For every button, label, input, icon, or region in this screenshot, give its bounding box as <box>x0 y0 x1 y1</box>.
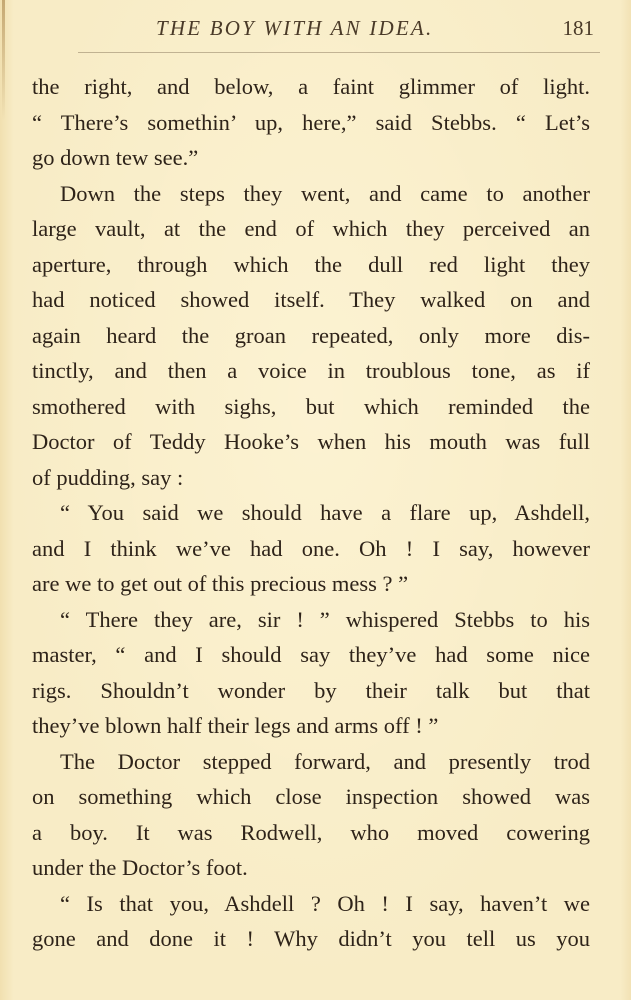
text-line: “ There they are, sir ! ” whispered Stebbs to his <box>60 606 590 632</box>
text-line: Doctor of Teddy Hooke’s when his mouth was full <box>32 429 590 454</box>
text-line: of pudding, say : <box>32 464 184 490</box>
text-line: tinctly, and then a voice in troublous tone, as if <box>32 358 590 383</box>
text-line: “ There’s somethin’ up, here,” said Stebbs. “ Let’s <box>32 109 590 135</box>
text-line: gone and done it ! Why didn’t you tell us you <box>32 926 590 951</box>
text-line: under the Doctor’s foot. <box>32 855 248 880</box>
text-line: “ Is that you, Ashdell ? Oh ! I say, haven’t we <box>60 890 590 916</box>
text-line: on something which close inspection showed was <box>32 784 590 809</box>
text-line: aperture, through which the dull red light they <box>32 251 590 277</box>
text-line: are we to get out of this precious mess ? ” <box>32 571 409 596</box>
page-number: 181 <box>562 16 594 40</box>
binding-edge <box>2 0 5 120</box>
text-line: smothered with sighs, but which reminded the <box>32 393 590 419</box>
text-line: large vault, at the end of which they perceived an <box>32 216 590 241</box>
running-title: THE BOY WITH AN IDEA. <box>156 16 434 40</box>
header-rule <box>78 52 600 53</box>
text-line: they’ve blown half their legs and arms off ! ” <box>32 713 439 738</box>
body-text <box>32 69 590 957</box>
text-line: go down tew see.” <box>32 145 199 170</box>
text-line: “ You said we should have a flare up, Ashdell, <box>60 500 590 525</box>
text-line: master, “ and I should say they’ve had some nice <box>32 642 590 667</box>
text-line: and I think we’ve had one. Oh ! I say, however <box>32 535 590 561</box>
text-line: the right, and below, a faint glimmer of light. <box>32 74 590 99</box>
text-line: again heard the groan repeated, only more dis- <box>32 322 590 348</box>
text-line: had noticed showed itself. They walked on and <box>32 287 590 312</box>
page-header <box>28 14 600 48</box>
text-line: Down the steps they went, and came to another <box>60 180 590 206</box>
text-line: rigs. Shouldn’t wonder by their talk but that <box>32 677 590 703</box>
text-line: a boy. It was Rodwell, who moved cowering <box>32 819 590 845</box>
text-line: The Doctor stepped forward, and presently trod <box>60 748 590 774</box>
